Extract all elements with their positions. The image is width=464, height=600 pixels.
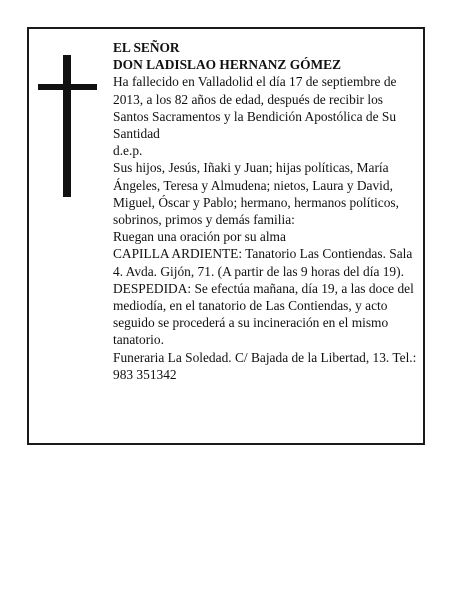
deceased-name: DON LADISLAO HERNANZ GÓMEZ [113,57,342,73]
chapel-info: CAPILLA ARDIENTE: Tanatorio Las Contiendas. Sala 4. Avda. Gijón, 71. (A partir de las 9 horas del día 19). [113,246,413,279]
notice-text [113,39,419,383]
farewell-info: DESPEDIDA: Se efectúa mañana, día 19, a las doce del mediodía, en el tanatorio de Las Contiendas, y acto seguido se procederá a su incineración en el mismo tanatorio. [113,280,414,348]
cross-vertical-bar [63,55,71,197]
death-announcement: Ha fallecido en Valladolid el día 17 de septiembre de 2013, a los 82 años de edad, después de recibir los Santos Sacramentos y la Bendición Apostólica de Su Santidad [113,74,397,142]
cross-horizontal-bar [38,84,97,90]
rip-text: d.e.p. [113,143,143,159]
prayer-request: Ruegan una oración por su alma [113,229,286,245]
funeral-home-info: Funeraria La Soledad. C/ Bajada de la Libertad, 13. Tel.: 983 351342 [113,349,417,382]
family-list: Sus hijos, Jesús, Iñaki y Juan; hijas políticas, María Ángeles, Teresa y Almudena; nietos, Laura y David, Miguel, Óscar y Pablo; hermano, hermanos políticos, sobrinos, primos y demás familia: [113,160,399,228]
title-line-1: EL SEÑOR [113,40,180,55]
